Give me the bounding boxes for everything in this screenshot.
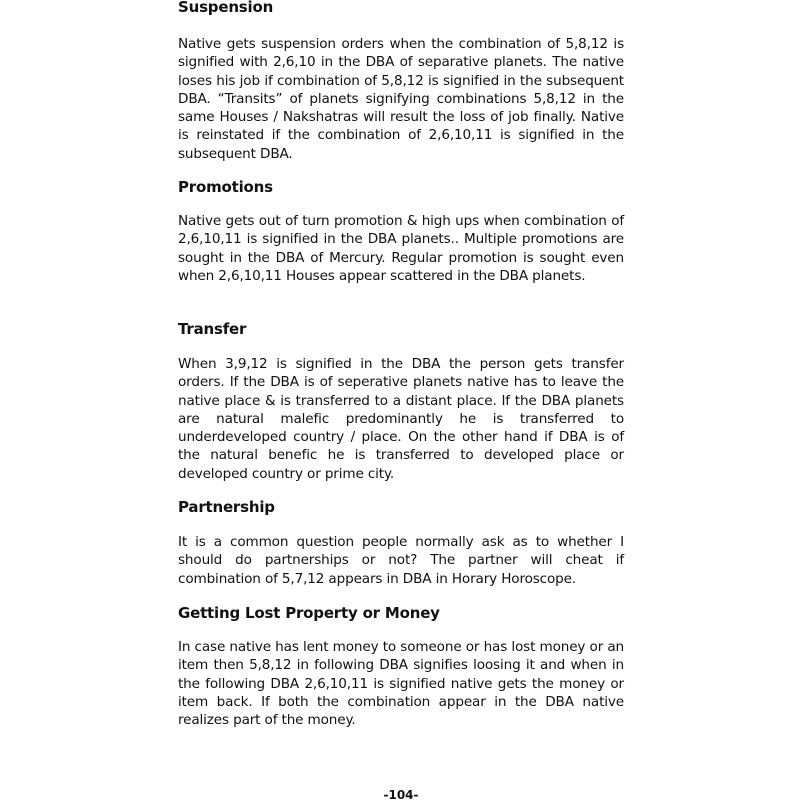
paragraph-promotions: Native gets out of turn promotion & high ups when combination of 2,6,10,11 is signified in the DBA planets.. Multiple promotions are sought in the DBA of Mercury. Regular promotion is sought even when 2,6,10,11 Houses appear scattered in the DBA planets.	[178, 213, 624, 284]
heading-lost-property: Getting Lost Property or Money	[178, 604, 440, 622]
paragraph-transfer: When 3,9,12 is signified in the DBA the person gets transfer orders. If the DBA is of seperative planets native has to leave the native place & is transferred to a distant place. If the DBA planets are natural malefic predominantly he is transferred to underdeveloped country / place. On the other hand if DBA is of the natural benefic he is transferred to developed place or developed country or prime city.	[178, 356, 624, 482]
heading-transfer: Transfer	[178, 320, 247, 338]
paragraph-partnership: It is a common question people normally ask as to whether I should do partnerships or not? The partner will cheat if combination of 5,7,12 appears in DBA in Horary Horoscope.	[178, 534, 624, 587]
heading-promotions: Promotions	[178, 178, 273, 196]
page-number: -104-	[383, 788, 419, 802]
heading-partnership: Partnership	[178, 498, 275, 516]
paragraph-suspension: Native gets suspension orders when the combination of 5,8,12 is signified with 2,6,10 in the DBA of separative planets. The native loses his job if combination of 5,8,12 is signified in the subsequent DBA. “Transits” of planets signifying combinations 5,8,12 in the same Houses / Nakshatras will result the loss of job finally. Native is reinstated if the combination of 2,6,10,11 is signified in the subsequent DBA.	[178, 36, 624, 162]
heading-suspension: Suspension	[178, 0, 274, 16]
paragraph-lost-property: In case native has lent money to someone or has lost money or an item then 5,8,12 in following DBA signifies loosing it and when in the following DBA 2,6,10,11 is signified native gets the money or item back. If both the combination appear in the DBA native realizes part of the money.	[178, 639, 624, 729]
document-page	[178, 0, 624, 800]
